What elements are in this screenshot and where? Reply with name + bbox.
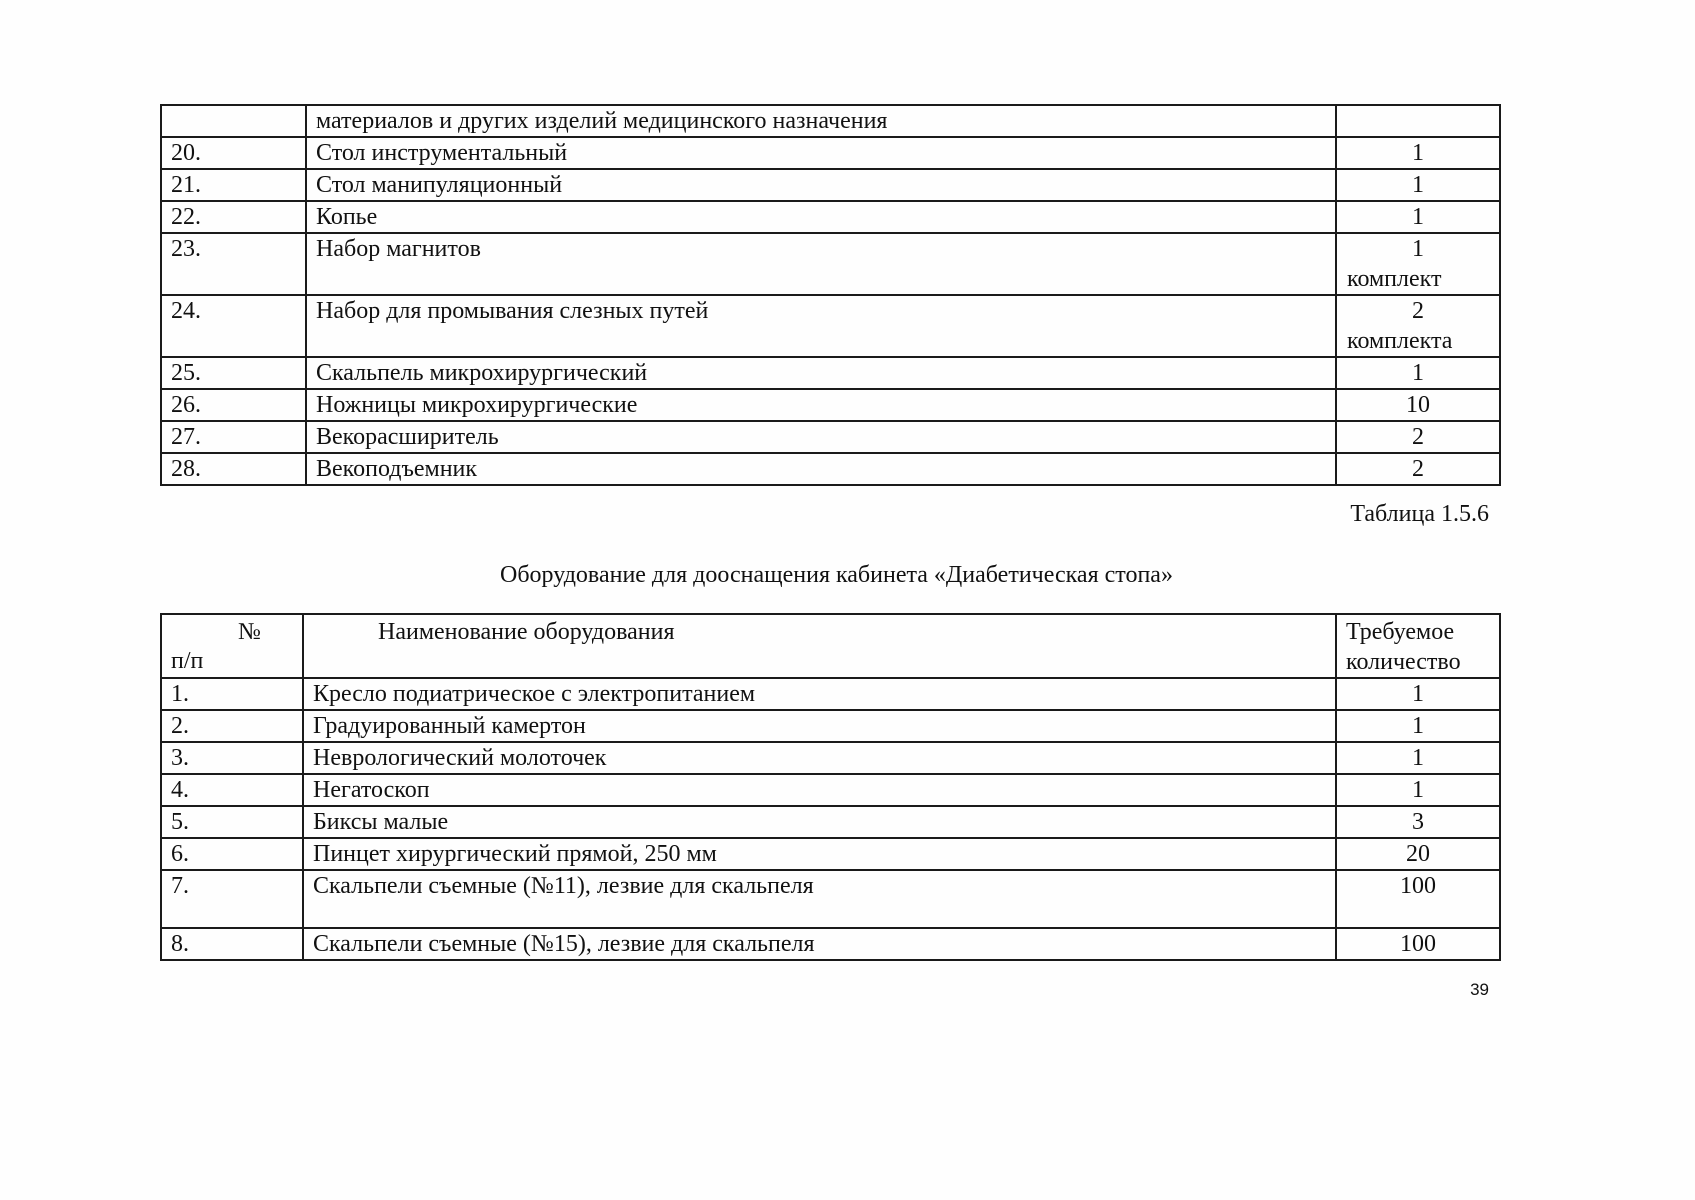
item-quantity: 2 (1336, 453, 1500, 485)
table-row (161, 928, 1500, 960)
item-name: Пинцет хирургический прямой, 250 мм (303, 838, 1336, 870)
quantity-value: 2 (1412, 298, 1424, 324)
table-row (161, 295, 1500, 357)
quantity-unit: комплект (1347, 266, 1442, 292)
item-quantity: 1 (1336, 357, 1500, 389)
row-number: 25. (161, 357, 306, 389)
row-number (161, 105, 306, 137)
table-row (161, 742, 1500, 774)
table-row (161, 201, 1500, 233)
row-number: 3. (161, 742, 303, 774)
item-name: Негатоскоп (303, 774, 1336, 806)
item-name: Скальпели съемные (№15), лезвие для скальпеля (303, 928, 1336, 960)
row-number: 26. (161, 389, 306, 421)
page-number: 39 (1470, 980, 1489, 999)
row-number: 21. (161, 169, 306, 201)
item-quantity: 1 (1336, 774, 1500, 806)
table-row (161, 806, 1500, 838)
item-name: Кресло подиатрическое с электропитанием (303, 678, 1336, 710)
item-name: Ножницы микрохирургические (306, 389, 1336, 421)
header-quantity: Требуемое количество (1336, 614, 1500, 678)
item-name: Скальпель микрохирургический (306, 357, 1336, 389)
table-label: Таблица 1.5.6 (1350, 501, 1489, 527)
row-number: 24. (161, 295, 306, 357)
table-row (161, 678, 1500, 710)
item-name: Стол инструментальный (306, 137, 1336, 169)
row-number: 5. (161, 806, 303, 838)
quantity-unit: комплекта (1347, 328, 1453, 354)
item-quantity (1336, 105, 1500, 137)
item-name: Векоподъемник (306, 453, 1336, 485)
equipment-table-diabetic-foot (160, 613, 1501, 961)
row-number: 8. (161, 928, 303, 960)
item-name: Стол манипуляционный (306, 169, 1336, 201)
item-quantity: 1 (1336, 169, 1500, 201)
quantity-value: 1 (1412, 236, 1424, 262)
table-row (161, 421, 1500, 453)
item-quantity: 3 (1336, 806, 1500, 838)
table-row (161, 774, 1500, 806)
row-number: 1. (161, 678, 303, 710)
item-quantity: 1 (1336, 201, 1500, 233)
row-number: 28. (161, 453, 306, 485)
item-quantity: 1 (1336, 742, 1500, 774)
header-number (161, 614, 303, 678)
row-number: 7. (161, 870, 303, 928)
table-row (161, 453, 1500, 485)
header-name: Наименование оборудования (303, 614, 1336, 678)
row-number: 6. (161, 838, 303, 870)
table-row (161, 838, 1500, 870)
table-row (161, 233, 1500, 295)
row-number: 20. (161, 137, 306, 169)
table-row (161, 389, 1500, 421)
item-name: Копье (306, 201, 1336, 233)
item-name: Векорасширитель (306, 421, 1336, 453)
table-row (161, 105, 1500, 137)
row-number: 4. (161, 774, 303, 806)
equipment-table-continuation (160, 104, 1501, 486)
item-quantity: 1 (1336, 137, 1500, 169)
row-number: 23. (161, 233, 306, 295)
item-name: Неврологический молоточек (303, 742, 1336, 774)
header-number-sign: № (238, 619, 261, 645)
item-quantity (1336, 295, 1500, 357)
item-quantity: 10 (1336, 389, 1500, 421)
row-number: 27. (161, 421, 306, 453)
table-row (161, 357, 1500, 389)
table-row (161, 169, 1500, 201)
item-quantity: 20 (1336, 838, 1500, 870)
item-quantity: 1 (1336, 710, 1500, 742)
header-number-sub: п/п (171, 648, 204, 674)
section-title: Оборудование для дооснащения кабинета «Диабетическая стопа» (500, 562, 1173, 588)
item-quantity: 1 (1336, 678, 1500, 710)
item-quantity: 100 (1336, 870, 1500, 928)
item-name: Скальпели съемные (№11), лезвие для скальпеля (303, 870, 1336, 928)
item-name: Набор магнитов (306, 233, 1336, 295)
table-row (161, 137, 1500, 169)
item-name: Биксы малые (303, 806, 1336, 838)
item-name: Градуированный камертон (303, 710, 1336, 742)
item-quantity: 2 (1336, 421, 1500, 453)
item-name: материалов и других изделий медицинского назначения (306, 105, 1336, 137)
table-header-row (161, 614, 1500, 678)
item-quantity: 100 (1336, 928, 1500, 960)
item-name: Набор для промывания слезных путей (306, 295, 1336, 357)
row-number: 2. (161, 710, 303, 742)
item-quantity (1336, 233, 1500, 295)
row-number: 22. (161, 201, 306, 233)
table-row (161, 870, 1500, 928)
table-row (161, 710, 1500, 742)
